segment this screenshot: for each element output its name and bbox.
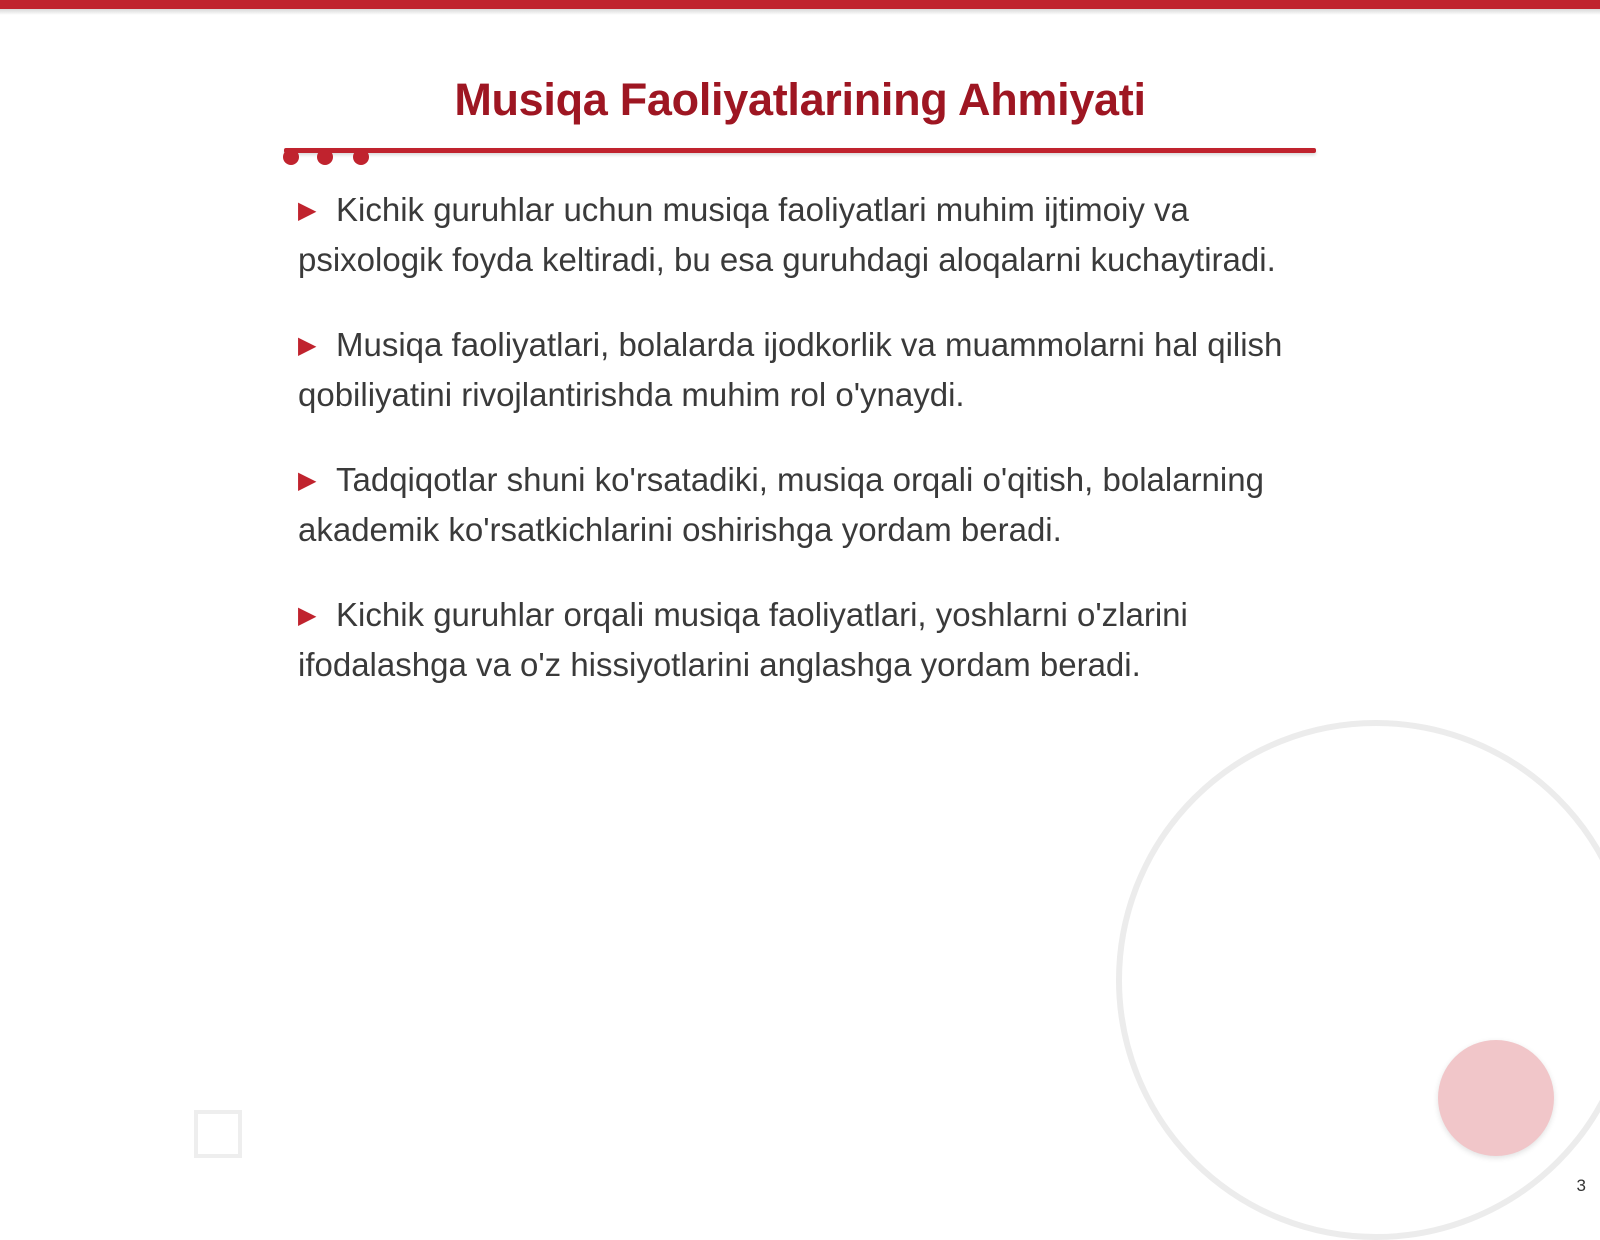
page-number: 3	[1576, 1176, 1586, 1195]
slide-title: Musiqa Faoliyatlarining Ahmiyati	[454, 74, 1146, 125]
bullet-text: Kichik guruhlar orqali musiqa faoliyatlari, yoshlarni o'zlarini ifodalashga va o'z hissiyotlarini anglashga yordam beradi.	[298, 596, 1188, 683]
bullet-text: Kichik guruhlar uchun musiqa faoliyatlari muhim ijtimoiy va psixologik foyda keltiradi, bu esa guruhdagi aloqalarni kuchaytiradi.	[298, 191, 1276, 278]
decorative-ring	[1116, 720, 1600, 1240]
decorative-dot	[317, 149, 333, 165]
bullet-arrow-icon: ▶	[298, 467, 317, 494]
title-underline	[284, 148, 1316, 153]
bullet-item	[298, 321, 1308, 419]
bullet-item	[298, 591, 1308, 689]
top-accent-bar	[0, 0, 1600, 9]
bullet-text: Tadqiqotlar shuni ko'rsatadiki, musiqa orqali o'qitish, bolalarning akademik ko'rsatkichlarini oshirishga yordam beradi.	[298, 461, 1264, 548]
bullet-item	[298, 456, 1308, 554]
bullet-item	[298, 186, 1308, 284]
decorative-dot	[283, 149, 299, 165]
bullet-arrow-icon: ▶	[298, 197, 317, 224]
decorative-disc	[1438, 1040, 1554, 1156]
bullet-arrow-icon: ▶	[298, 602, 317, 629]
bullet-arrow-icon: ▶	[298, 332, 317, 359]
bullet-text: Musiqa faoliyatlari, bolalarda ijodkorlik va muammolarni hal qilish qobiliyatini rivojlantirishda muhim rol o'ynaydi.	[298, 326, 1283, 413]
decorative-dot	[353, 149, 369, 165]
top-bar-shadow	[0, 9, 1600, 15]
decorative-square	[194, 1110, 242, 1158]
bullet-list	[298, 186, 1308, 726]
